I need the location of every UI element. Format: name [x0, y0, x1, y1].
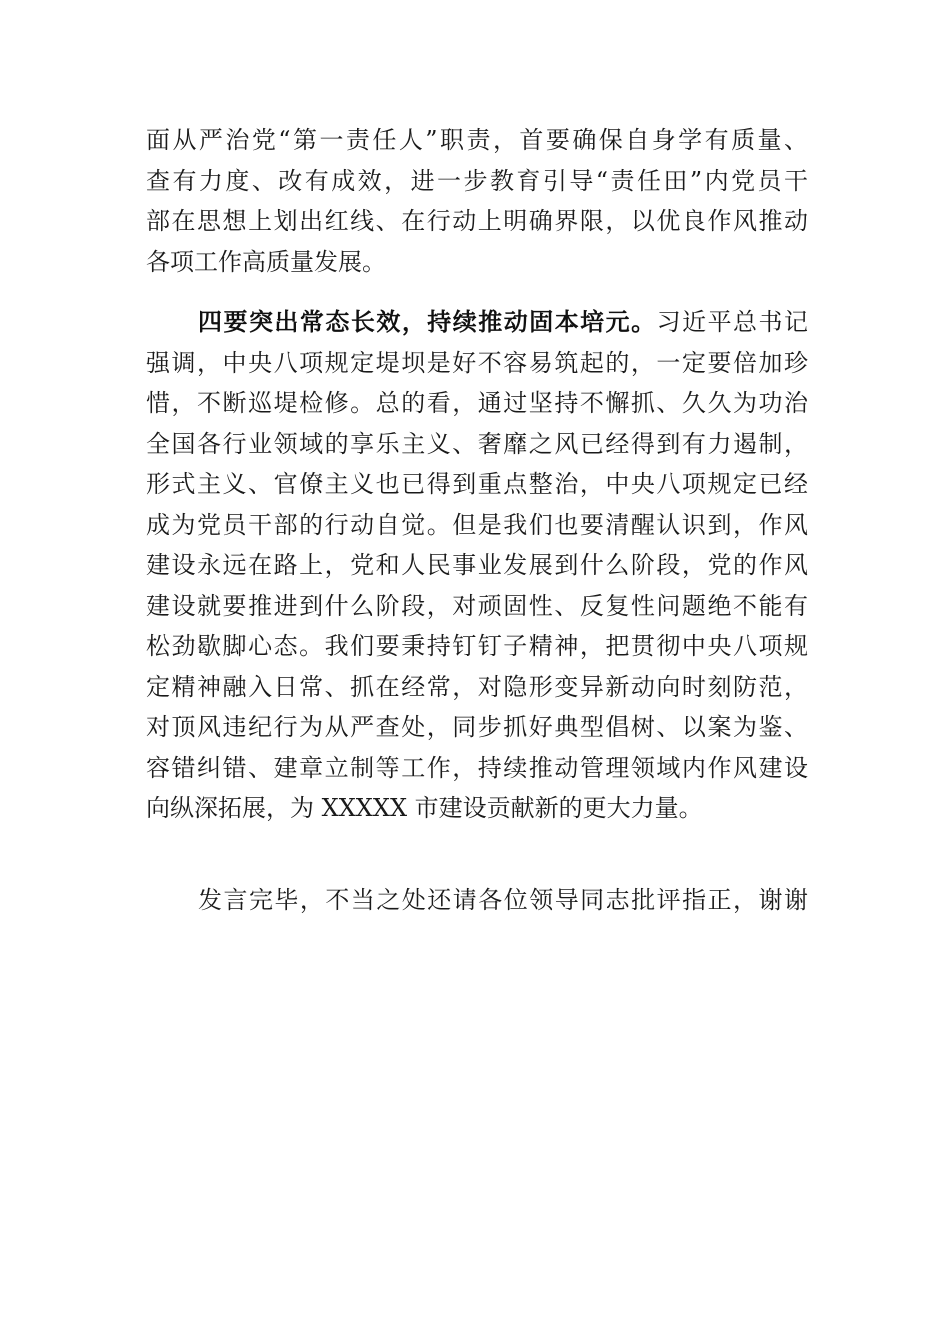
paragraph-1-line-2: 查有力度、改有成效，进一步教育引导“责任田”内党员干 [146, 166, 808, 195]
section-heading: 四要突出常态长效，持续推动固本培元。 [198, 307, 657, 336]
paragraph-2-line-3: 惜，不断巡堤检修。总的看，通过坚持不懈抓、久久为功治 [146, 389, 808, 417]
closing-line: 发言完毕，不当之处还请各位领导同志批评指正，谢谢 [198, 886, 808, 914]
paragraph-2-line-12: 容错纠错、建章立制等工作，持续推动管理领域内作风建设 [146, 753, 808, 782]
paragraph-2-first-line-text: 习近平总书记 [656, 308, 809, 336]
paragraph-1-line-1: 面从严治党“第一责任人”职责，首要确保自身学有质量、 [146, 126, 808, 154]
paragraph-2-line-4: 全国各行业领域的享乐主义、奢靡之风已经得到有力遏制， [146, 429, 808, 458]
paragraph-2-line-6: 成为党员干部的行动自觉。但是我们也要清醒认识到，作风 [146, 510, 808, 539]
paragraph-2-line-7: 建设永远在路上，党和人民事业发展到什么阶段，党的作风 [146, 551, 808, 579]
paragraph-2-line-8: 建设就要推进到什么阶段，对顽固性、反复性问题绝不能有 [146, 591, 808, 620]
paragraph-2-line-2: 强调，中央八项规定堤坝是好不容易筑起的，一定要倍加珍 [146, 348, 808, 377]
paragraph-2-first-line [146, 302, 808, 343]
paragraph-2-line-13: 向纵深拓展，为 XXXXX 市建设贡献新的更大力量。 [146, 794, 703, 822]
paragraph-2-line-9: 松劲歇脚心态。我们要秉持钉钉子精神，把贯彻中央八项规 [146, 632, 808, 660]
paragraph-1 [146, 120, 808, 282]
paragraph-2-line-5: 形式主义、官僚主义也已得到重点整治，中央八项规定已经 [146, 470, 808, 498]
paragraph-2 [146, 302, 808, 829]
paragraph-2-line-10: 定精神融入日常、抓在经常，对隐形变异新动向时刻防范， [146, 672, 808, 701]
paragraph-2-line-11: 对顶风违纪行为从严查处，同步抓好典型倡树、以案为鉴、 [146, 713, 808, 741]
paragraph-3 [146, 880, 808, 921]
paragraph-1-line-3: 部在思想上划出红线、在行动上明确界限，以优良作风推动 [146, 207, 808, 235]
paragraph-1-line-4: 各项工作高质量发展。 [146, 247, 386, 276]
